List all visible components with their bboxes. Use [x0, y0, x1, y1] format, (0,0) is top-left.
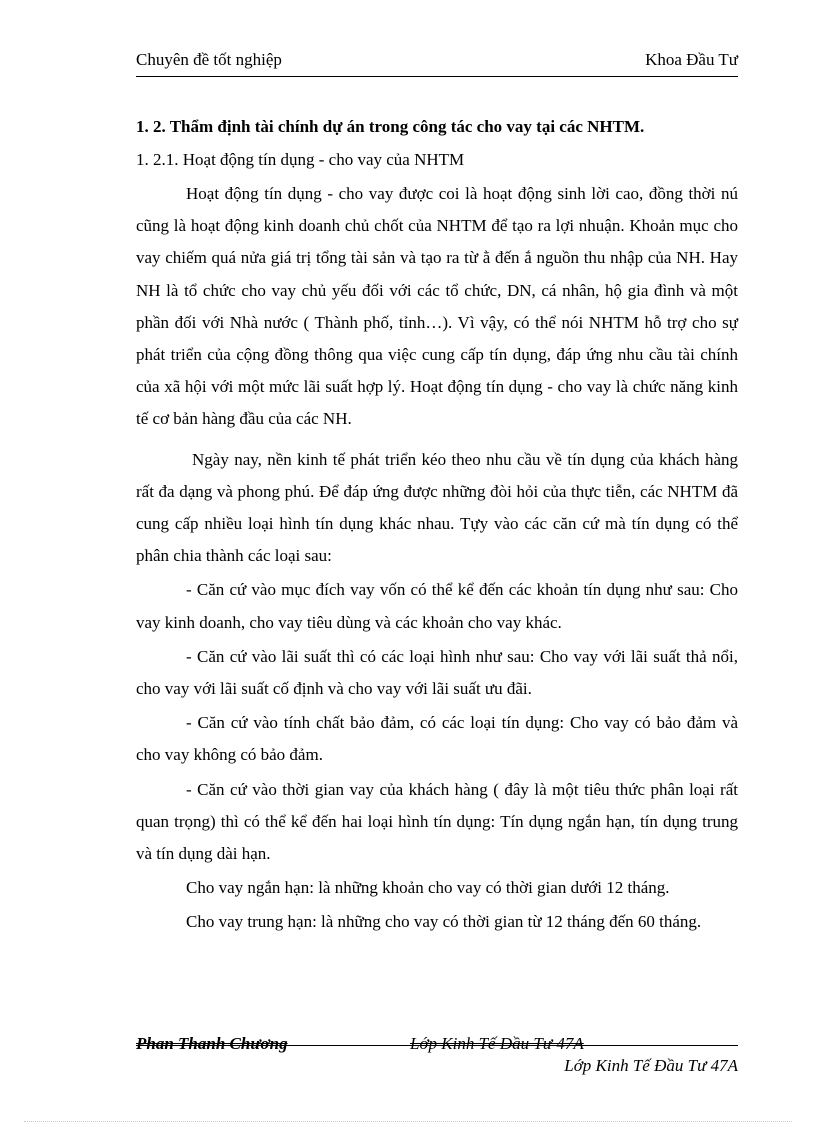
list-paragraph: - Căn cứ vào lãi suất thì có các loại hình như sau: Cho vay với lãi suất thả nổi, cho vay với lãi suất cố định và cho vay với lãi suất ưu đãi.	[136, 646, 738, 699]
header-divider	[136, 76, 738, 77]
footer-class: Lớp Kinh Tế Đầu Tư 47A	[564, 1056, 738, 1075]
subsection-heading: 1. 2.1. Hoạt động tín dụng - cho vay của NHTM	[136, 150, 465, 169]
footer-author: Phan Thanh Chương	[136, 1034, 288, 1053]
paragraph: Hoạt động tín dụng - cho vay được coi là hoạt động sinh lời cao, đồng thời nú cũng là hoạt động kinh doanh chủ chốt của NHTM để tạo ra lợi nhuận. Khoản mục cho vay chiếm quá nửa giá trị tổng tài sản và tạo ra từ ằ đến ắ nguồn thu nhập của NH. Hay NH là tổ chức cho vay chủ yếu đối với các tổ chức, DN, cá nhân, hộ gia đình và một phần đối với Nhà nước ( Thành phố, tỉnh…). Vì vậy, có thể nói NHTM hỗ trợ cho sự phát triển của cộng đồng thông qua việc cung cấp tín dụng, đáp ứng nhu cầu tài chính của xã hội với một mức lãi suất hợp lý. Hoạt động tín dụng - cho vay là chức năng kinh tế cơ bản hàng đầu của các NH.	[136, 184, 738, 429]
page-body	[136, 112, 738, 939]
section-heading: 1. 2. Thẩm định tài chính dự án trong công tác cho vay tại các NHTM.	[136, 117, 645, 136]
header-doc-title: Chuyên đề tốt nghiệp	[136, 50, 282, 69]
list-paragraph: - Căn cứ vào thời gian vay của khách hàng ( đây là một tiêu thức phân loại rất quan trọng) thì có thể kể đến hai loại hình tín dụng: Tín dụng ngắn hạn, tín dụng trung và tín dụng dài hạn.	[136, 779, 738, 864]
list-paragraph: - Căn cứ vào tính chất bảo đảm, có các loại tín dụng: Cho vay có bảo đảm và cho vay không có bảo đảm.	[136, 713, 738, 765]
paragraph: Cho vay trung hạn: là những cho vay có thời gian từ 12 tháng đến 60 tháng.	[186, 912, 702, 932]
paragraph: Cho vay ngắn hạn: là những khoản cho vay có thời gian dưới 12 tháng.	[186, 878, 670, 898]
footer-class-strikethrough: Lớp Kinh Tế Đầu Tư 47A	[410, 1034, 584, 1053]
page-bottom-edge	[24, 1121, 792, 1122]
list-paragraph: - Căn cứ vào mục đích vay vốn có thể kể đến các khoản tín dụng như sau: Cho vay kinh doanh, cho vay tiêu dùng và các khoản cho vay khác.	[136, 580, 738, 632]
header-faculty: Khoa Đầu Tư	[645, 50, 738, 69]
paragraph: Ngày nay, nền kinh tế phát triển kéo theo nhu cầu về tín dụng của khách hàng rất đa dạng và phong phú. Để đáp ứng được những đòi hỏi của thực tiễn, các NHTM đã cung cấp nhiều loại hình tín dụng khác nhau. Tựy vào các căn cứ mà tín dụng có thể phân chia thành các loại sau:	[136, 449, 738, 566]
page-header	[136, 48, 738, 74]
